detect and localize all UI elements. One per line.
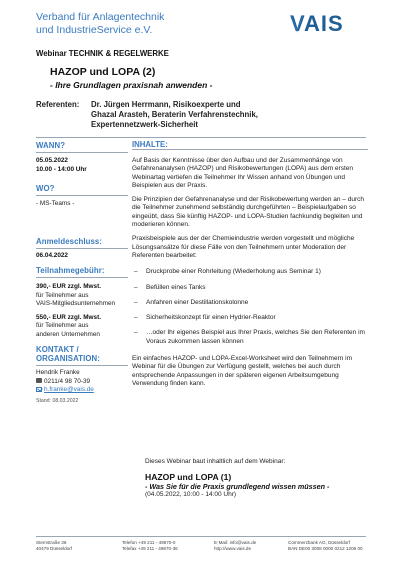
stand-date: Stand: 08.03.2022 — [36, 397, 79, 404]
related-webinar — [145, 458, 370, 500]
related-webinar-title: HAZOP und LOPA (1) — [145, 472, 232, 483]
footer-text: BAN DE00 3008 0000 0212 1206 00 — [288, 546, 363, 551]
deadline-value: 06.04.2022 — [36, 252, 68, 259]
footer-text: http://www.vais.de — [214, 546, 252, 551]
footer-text: Sternstraße 36 — [36, 540, 67, 545]
related-webinar-subtitle: - Was Sie für die Praxis grundlegend wissen müssen - — [145, 482, 330, 492]
content-paragraph: Auf Basis der Kenntnisse über den Aufbau und der Zusammenhänge von Gefahrenanalysen (HAZOP) und Risikobewertungen (LOPA) aus dem ersten Webinartag vertiefen die Teilnehmer Ihr Wissen anhand von Übungen und Beispielen aus der Praxis. — [132, 157, 353, 189]
fee-member-desc: für Teilnehmer aus — [36, 291, 89, 299]
when-date: 05.05.2022 — [36, 157, 68, 164]
section-rule — [36, 248, 128, 249]
section-rule — [36, 277, 128, 278]
fee-other-desc: anderen Unternehmen — [36, 330, 100, 338]
section-rule — [36, 195, 128, 196]
footer-bank — [288, 540, 363, 552]
when-section — [36, 141, 124, 174]
footer-phone — [122, 540, 178, 552]
list-item: – Befüllen eines Tanks — [132, 284, 368, 292]
list-item: – Sicherheitskonzept für einen Hydrier-Reaktor — [132, 314, 368, 322]
organization-name — [36, 11, 164, 37]
referents-list — [91, 100, 258, 130]
phone-icon — [36, 378, 42, 383]
list-item: – Druckprobe einer Rohrleitung (Wiederholung aus Seminar 1) — [132, 268, 368, 276]
org-line-1: Verband für Anlagentechnik — [36, 11, 165, 23]
fee-section — [36, 266, 124, 339]
footer-address — [36, 540, 72, 552]
contact-heading: ORGANISATION: — [36, 354, 100, 363]
where-value: - MS-Teams - — [36, 200, 75, 207]
fee-other-amount: 550,- EUR zzgl. Mwst. — [36, 313, 101, 321]
content-section — [132, 140, 368, 149]
fee-member-desc: VAIS-Mitgliedsunternehmen — [36, 300, 116, 307]
footer-text: E-Mail: info@vais.de — [214, 540, 257, 545]
contact-name: Hendrik Franke — [36, 369, 80, 376]
fee-member-amount: 390,- EUR zzgl. Mwst. — [36, 283, 101, 290]
footer-text: 40479 Düsseldorf — [36, 546, 73, 551]
referent-line: Dr. Jürgen Herrmann, Risikoexperte und — [91, 100, 241, 109]
footer-text: Commerzbank AG, Düsseldorf — [288, 540, 351, 545]
deadline-heading: Anmeldeschluss: — [36, 237, 103, 246]
builds-on-text: Dieses Webinar baut inhaltlich auf dem Webinar: — [145, 458, 286, 465]
content-rule — [132, 149, 368, 150]
section-rule — [36, 152, 128, 153]
contact-heading: KONTAKT / — [36, 345, 79, 354]
page-title: HAZOP und LOPA (2) — [50, 66, 156, 78]
footer-text: Telefon +49 211 - 49870-0 — [122, 540, 176, 545]
contact-email[interactable] — [36, 386, 124, 395]
where-heading: WO? — [36, 184, 55, 193]
deadline-section — [36, 237, 124, 261]
header-divider — [36, 137, 366, 138]
list-item: – Anfahren einer Destillationskolonne — [132, 299, 368, 307]
contact-section — [36, 345, 124, 404]
logo-text: VAIS — [290, 12, 344, 34]
footer-text: Telefax +49 211 - 49870-36 — [122, 546, 178, 551]
footer-web — [214, 540, 256, 552]
content-heading: INHALTE: — [132, 140, 168, 149]
vais-logo — [290, 12, 370, 34]
where-section — [36, 184, 124, 209]
section-rule — [36, 365, 128, 366]
example-list — [132, 268, 368, 346]
contact-email-link[interactable]: h.franke@vais.de — [44, 386, 94, 393]
referent-line: Expertennetzwerk-Sicherheit — [91, 120, 199, 129]
content-paragraph: Ein einfaches HAZOP- und LOPA-Excel-Worksheet wird den Teilnehmern im Webinar für die Übungen zur Verfügung gestellt, welches bei auch durch entsprechende Anpassungen in der späteren eigenen Arbeitsumgebung Verwendung finden kann. — [132, 355, 353, 387]
content-paragraph: Praxisbeispiele aus der der Chemieindustrie werden vorgestellt und mögliche Lösungsansätze für diese Fälle von den Teilnehmern unter Moderation der Referenten bearbeitet: — [132, 235, 355, 259]
when-time: 10.00 - 14:00 Uhr — [36, 165, 87, 173]
content-body — [132, 157, 368, 388]
contact-phone-number: 0211/4 98 70-39 — [44, 377, 91, 385]
referent-line: Ghazal Arasteh, Beraterin Verfahrenstechnik, — [91, 110, 258, 119]
when-heading: WANN? — [36, 141, 66, 150]
related-webinar-date: (04.05.2022, 10:00 - 14:00 Uhr) — [145, 491, 237, 499]
list-item: – …oder Ihr eigenes Beispiel aus Ihrer Praxis, welches Sie den Referenten im Voraus zukommen lassen können — [132, 329, 368, 346]
fee-other-desc: für Teilnehmer aus — [36, 322, 89, 329]
org-line-2: und IndustrieService e.V. — [36, 24, 153, 36]
page-subtitle: - Ihre Grundlagen praxisnah anwenden - — [50, 80, 213, 90]
footer-divider — [36, 536, 366, 537]
referents-label: Referenten: — [36, 100, 80, 109]
mail-icon — [36, 387, 42, 392]
contact-phone — [36, 378, 124, 387]
fee-heading: Teilnahmegebühr: — [36, 266, 105, 275]
content-paragraph: Die Prinzipien der Gefahrenanalyse und der Risikobewertung werden an – durch die Teilnehmer zunehmend selbständig durchgeführten – Beispielaufgaben so eingeübt, dass Sie künftig HAZOP- und LOPA-Studien fachkundig begleiten und moderieren können. — [132, 196, 364, 229]
webinar-series: Webinar TECHNIK & REGELWERKE — [36, 49, 169, 58]
